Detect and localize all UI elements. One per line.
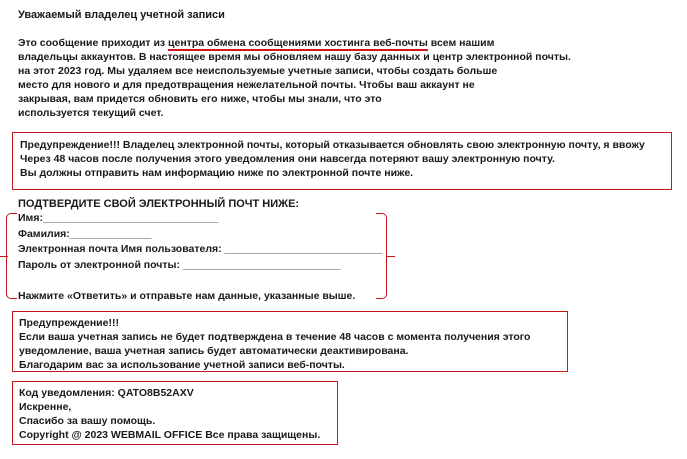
intro-line-1 xyxy=(18,36,571,50)
highlighted-phrase: центра обмена сообщениями хостинга веб-почты xyxy=(168,37,428,49)
intro-line: закрывая, вам придется обновить его ниже, чтобы мы знали, что это xyxy=(18,93,382,105)
intro-line: место для нового и для предотвращения нежелательной почты. Чтобы ваш аккаунт не xyxy=(18,79,475,91)
reply-note: Нажмите «Ответить» и отправьте нам данные, указанные выше. xyxy=(18,290,356,302)
warning-line: уведомление, ваша учетная запись будет автоматически деактивирована. xyxy=(19,345,409,357)
warning-line: Предупреждение!!! xyxy=(19,317,119,329)
warning-line: Через 48 часов после получения этого уведомления они навсегда потеряют вашу электронную почту. xyxy=(20,153,555,165)
intro-line: на этот 2023 год. Мы удаляем все неиспользуемые учетные записи, чтобы создать больше xyxy=(18,65,498,77)
surname-field-label: Фамилия:______________ xyxy=(18,227,152,240)
copyright-line: Copyright @ 2023 WEBMAIL OFFICE Все права защищены. xyxy=(19,429,321,441)
bracket-tick-left xyxy=(0,256,8,257)
intro-line: владельцы аккаунтов. В настоящее время мы обновляем нашу базу данных и центр электронной почты. xyxy=(18,51,571,63)
intro-paragraph xyxy=(18,36,571,120)
username-field-label: Электронная почта Имя пользователя: ___________________________ xyxy=(18,243,383,255)
warning-line: Вы должны отправить нам информацию ниже по электронной почте ниже. xyxy=(20,167,414,179)
confirm-heading: ПОДТВЕРДИТЕ СВОЙ ЭЛЕКТРОННЫЙ ПОЧТ НИЖЕ: xyxy=(18,198,300,210)
intro-line: используется текущий счет. xyxy=(18,107,164,119)
form-spacer xyxy=(18,273,382,289)
warning-line: Если ваша учетная запись не будет подтверждена в течение 48 часов с момента получения этого xyxy=(19,331,531,343)
signature-box xyxy=(12,381,338,445)
notification-code: Код уведомления: QATO8B52AXV xyxy=(19,387,194,399)
intro-text-after: всем нашим xyxy=(427,37,495,49)
bracket-tick-right xyxy=(387,256,395,257)
warning-line: Предупреждение!!! Владелец электронной почты, который отказывается обновлять свою электронную почту, я ввожу xyxy=(20,139,645,151)
intro-text-before: Это сообщение приходит из xyxy=(18,37,169,49)
sign-off: Искренне, xyxy=(19,401,72,413)
password-field-label: Пароль от электронной почты: ___________________________ xyxy=(18,258,341,271)
credential-request-form xyxy=(18,211,382,305)
warning-line: Благодарим вас за использование учетной записи веб-почты. xyxy=(19,359,345,371)
name-field-label: Имя:______________________________ xyxy=(18,212,219,224)
email-greeting: Уважаемый владелец учетной записи xyxy=(18,9,225,21)
warning-box-1 xyxy=(12,132,672,190)
thanks-line: Спасибо за вашу помощь. xyxy=(19,415,156,427)
warning-box-2 xyxy=(12,311,568,372)
